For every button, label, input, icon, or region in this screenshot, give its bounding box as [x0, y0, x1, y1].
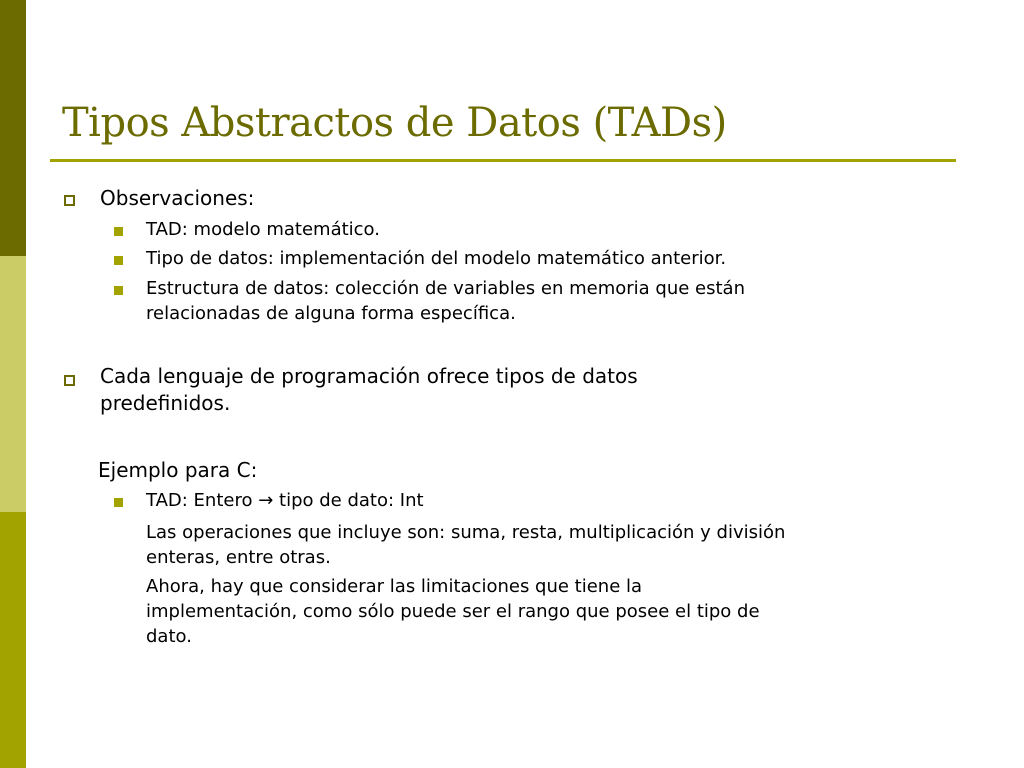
slide-title: Tipos Abstractos de Datos (TADs)	[62, 100, 727, 146]
title-divider	[50, 159, 956, 162]
obs-item-3-line2: relacionadas de alguna forma específica.	[146, 303, 516, 324]
lenguaje-line2: predefinidos.	[100, 391, 231, 415]
bullet-square-icon	[64, 195, 75, 206]
obs-item-2: Tipo de datos: implementación del modelo matemático anterior.	[146, 248, 727, 269]
obs-item-1: TAD: modelo matemático.	[146, 219, 380, 240]
ejemplo-lim-line1: Ahora, hay que considerar las limitaciones que tiene la	[146, 576, 643, 597]
ejemplo-tad-left: TAD: Entero	[146, 490, 259, 511]
lenguaje-line1: Cada lenguaje de programación ofrece tipos de datos	[100, 364, 638, 388]
bullet-filled-icon	[114, 256, 123, 265]
bullet-filled-icon	[114, 227, 123, 236]
bullet-square-icon	[64, 375, 75, 386]
ejemplo-heading: Ejemplo para C:	[98, 458, 258, 482]
side-bar-bottom	[0, 512, 26, 768]
ejemplo-ops-line2: enteras, entre otras.	[146, 547, 331, 568]
bullet-filled-icon	[114, 498, 123, 507]
ejemplo-tad-right: tipo de dato: Int	[273, 490, 424, 511]
arrow-right-icon: →	[258, 490, 274, 511]
ejemplo-lim-line3: dato.	[146, 626, 192, 647]
bullet-filled-icon	[114, 286, 123, 295]
side-bar-middle	[0, 256, 26, 512]
obs-item-3-line1: Estructura de datos: colección de variables en memoria que están	[146, 278, 745, 299]
ejemplo-tad-line	[146, 490, 424, 511]
observaciones-heading: Observaciones:	[100, 186, 255, 210]
ejemplo-lim-line2: implementación, como sólo puede ser el rango que posee el tipo de	[146, 601, 760, 622]
ejemplo-ops-line1: Las operaciones que incluye son: suma, resta, multiplicación y división	[146, 522, 786, 543]
side-bar-top	[0, 0, 26, 256]
